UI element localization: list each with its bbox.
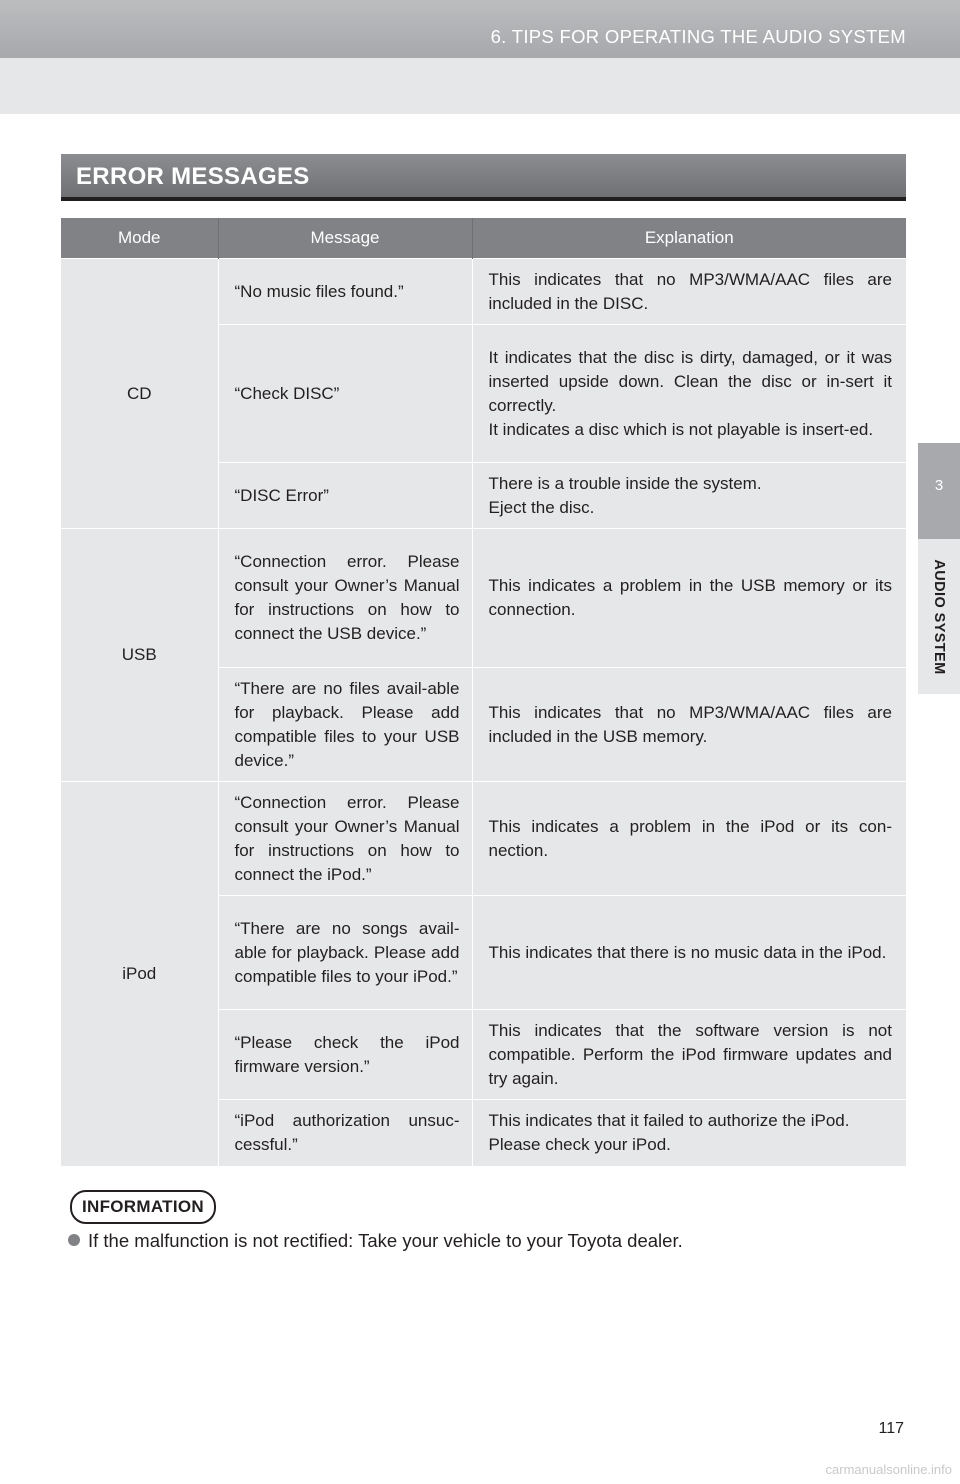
explanation-line: Please check your iPod.	[488, 1134, 671, 1154]
explanation-cell: This indicates that no MP3/WMA/AAC files are included in the DISC.	[472, 259, 906, 325]
explanation-line: It indicates a disc which is not playable is insert-ed.	[488, 419, 874, 439]
explanation-line: It indicates that the disc is dirty, damaged, or it was inserted upside down. Clean the disc or in-sert it correctly.	[488, 347, 892, 415]
side-tab-label	[918, 539, 960, 694]
table-header-row	[61, 218, 906, 259]
table-row	[61, 259, 906, 325]
column-header-explanation: Explanation	[472, 218, 906, 259]
explanation-cell: This indicates a problem in the USB memory or its connection.	[472, 529, 906, 668]
explanation-cell	[472, 325, 906, 463]
explanation-cell: This indicates that there is no music data in the iPod.	[472, 896, 906, 1010]
message-cell: “Connection error. Please consult your Owner’s Manual for instructions on how to connect the iPod.”	[218, 782, 472, 896]
error-messages-table	[61, 218, 906, 1166]
page-number: 117	[878, 1420, 904, 1437]
header-band	[0, 58, 960, 114]
column-header-mode: Mode	[61, 218, 218, 259]
mode-cell: USB	[61, 529, 218, 782]
explanation-cell	[472, 1100, 906, 1166]
table-row	[61, 529, 906, 668]
section-title: ERROR MESSAGES	[76, 163, 310, 190]
watermark: carmanualsonline.info	[825, 1462, 952, 1477]
bullet-icon	[68, 1234, 80, 1246]
chapter-title: 6. TIPS FOR OPERATING THE AUDIO SYSTEM	[490, 26, 906, 47]
section-heading	[61, 154, 906, 201]
page-header	[0, 0, 960, 58]
mode-cell: CD	[61, 259, 218, 529]
column-header-message: Message	[218, 218, 472, 259]
message-cell: “Check DISC”	[218, 325, 472, 463]
mode-cell: iPod	[61, 782, 218, 1166]
message-cell: “There are no files avail-able for playback. Please add compatible files to your USB device.”	[218, 668, 472, 782]
message-cell: “Please check the iPod firmware version.”	[218, 1010, 472, 1100]
information-badge: INFORMATION	[70, 1190, 216, 1224]
information-text: If the malfunction is not rectified: Take your vehicle to your Toyota dealer.	[88, 1230, 683, 1251]
explanation-line: Eject the disc.	[488, 497, 595, 517]
explanation-cell: This indicates that no MP3/WMA/AAC files are included in the USB memory.	[472, 668, 906, 782]
explanation-cell: This indicates a problem in the iPod or its con-nection.	[472, 782, 906, 896]
message-cell: “iPod authorization unsuc-cessful.”	[218, 1100, 472, 1166]
explanation-cell	[472, 463, 906, 529]
information-item	[68, 1229, 683, 1253]
explanation-line: This indicates that it failed to authorize the iPod.	[488, 1110, 850, 1130]
message-cell: “Connection error. Please consult your Owner’s Manual for instructions on how to connect the USB device.”	[218, 529, 472, 668]
message-cell: “DISC Error”	[218, 463, 472, 529]
side-tab-text: AUDIO SYSTEM	[931, 558, 947, 675]
side-tab-number: 3	[918, 443, 960, 539]
message-cell: “No music files found.”	[218, 259, 472, 325]
table-row	[61, 782, 906, 896]
explanation-cell: This indicates that the software version is not compatible. Perform the iPod firmware updates and try again.	[472, 1010, 906, 1100]
explanation-line: There is a trouble inside the system.	[488, 473, 762, 493]
message-cell: “There are no songs avail-able for playback. Please add compatible files to your iPod.”	[218, 896, 472, 1010]
